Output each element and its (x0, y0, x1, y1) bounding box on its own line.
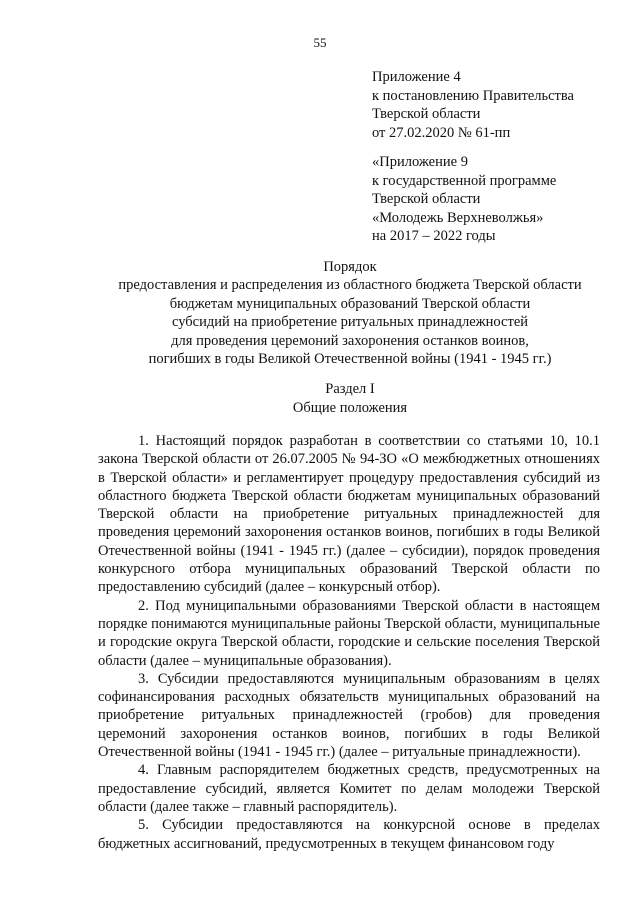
paragraph: 3. Субсидии предоставляются муниципальным образованиям в целях софинансирования расходных обязательств муниципальных образований на приобретение ритуальных принадлежностей (гробов) для проведения церемоний захоронения останков воинов, погибших в годы Великой Отечественной войны (1941 - 1945 гг.) (далее – ритуальные принадлежности). (98, 670, 600, 761)
appendix-4-line: от 27.02.2020 № 61-пп (372, 124, 511, 141)
section-name: Общие положения (292, 399, 408, 416)
appendix-4-header (372, 68, 574, 142)
appendix-9-line: Тверской области (372, 191, 481, 207)
title-line: Порядок (323, 259, 377, 275)
paragraph: 2. Под муниципальными образованиями Тверской области в настоящем порядке понимаются муниципальные районы Тверской области, муниципальные и городские округа Тверской области, городские и сельские поселения Тверской области (далее – муниципальные образования). (98, 597, 600, 669)
page-number: 55 (313, 35, 327, 50)
title-line: бюджетам муниципальных образований Тверской области (169, 295, 531, 312)
title-line: субсидий на приобретение ритуальных принадлежностей (171, 314, 529, 331)
paragraph: 5. Субсидии предоставляются на конкурсной основе в пределах бюджетных ассигнований, предусмотренных в текущем финансовом году (98, 817, 600, 852)
appendix-4-line: Приложение 4 (372, 69, 461, 85)
appendix-4-line: к постановлению Правительства (372, 87, 574, 104)
title-line: погибших в годы Великой Отечественной войны (1941 - 1945 гг.) (148, 351, 552, 368)
section-number: Раздел I (325, 381, 375, 397)
appendix-4-line: Тверской области (372, 106, 481, 122)
body-text (98, 432, 600, 853)
appendix-9-header (372, 153, 556, 246)
appendix-9-line: «Молодежь Верхневолжья» (372, 209, 544, 226)
document-title (90, 258, 610, 368)
section-heading (90, 380, 610, 417)
appendix-9-line: на 2017 – 2022 годы (372, 228, 496, 244)
appendix-9-line: «Приложение 9 (372, 154, 468, 170)
title-line: предоставления и распределения из областного бюджета Тверской области (118, 277, 582, 294)
appendix-9-line: к государственной программе (372, 172, 557, 189)
paragraph: 4. Главным распорядителем бюджетных средств, предусмотренных на предоставление субсидий, является Комитет по делам молодежи Тверской области (далее также – главный распорядитель). (98, 762, 600, 815)
title-line: для проведения церемоний захоронения останков воинов, (171, 332, 529, 349)
paragraph: 1. Настоящий порядок разработан в соответствии со статьями 10, 10.1 закона Тверской области от 26.07.2005 № 94-ЗО «О межбюджетных отношениях в Тверской области» и регламентирует процедуру предоставления субсидий из областного бюджета Тверской области бюджетам муниципальных образований Тверской области на приобретение ритуальных принадлежностей для проведения церемоний захоронения останков воинов, погибших в годы Великой Отечественной войны (1941 - 1945 гг.) (далее – субсидии), порядок проведения конкурсного отбора муниципальных образований Тверской области по предоставлению субсидий (далее – конкурсный отбор). (98, 433, 600, 596)
